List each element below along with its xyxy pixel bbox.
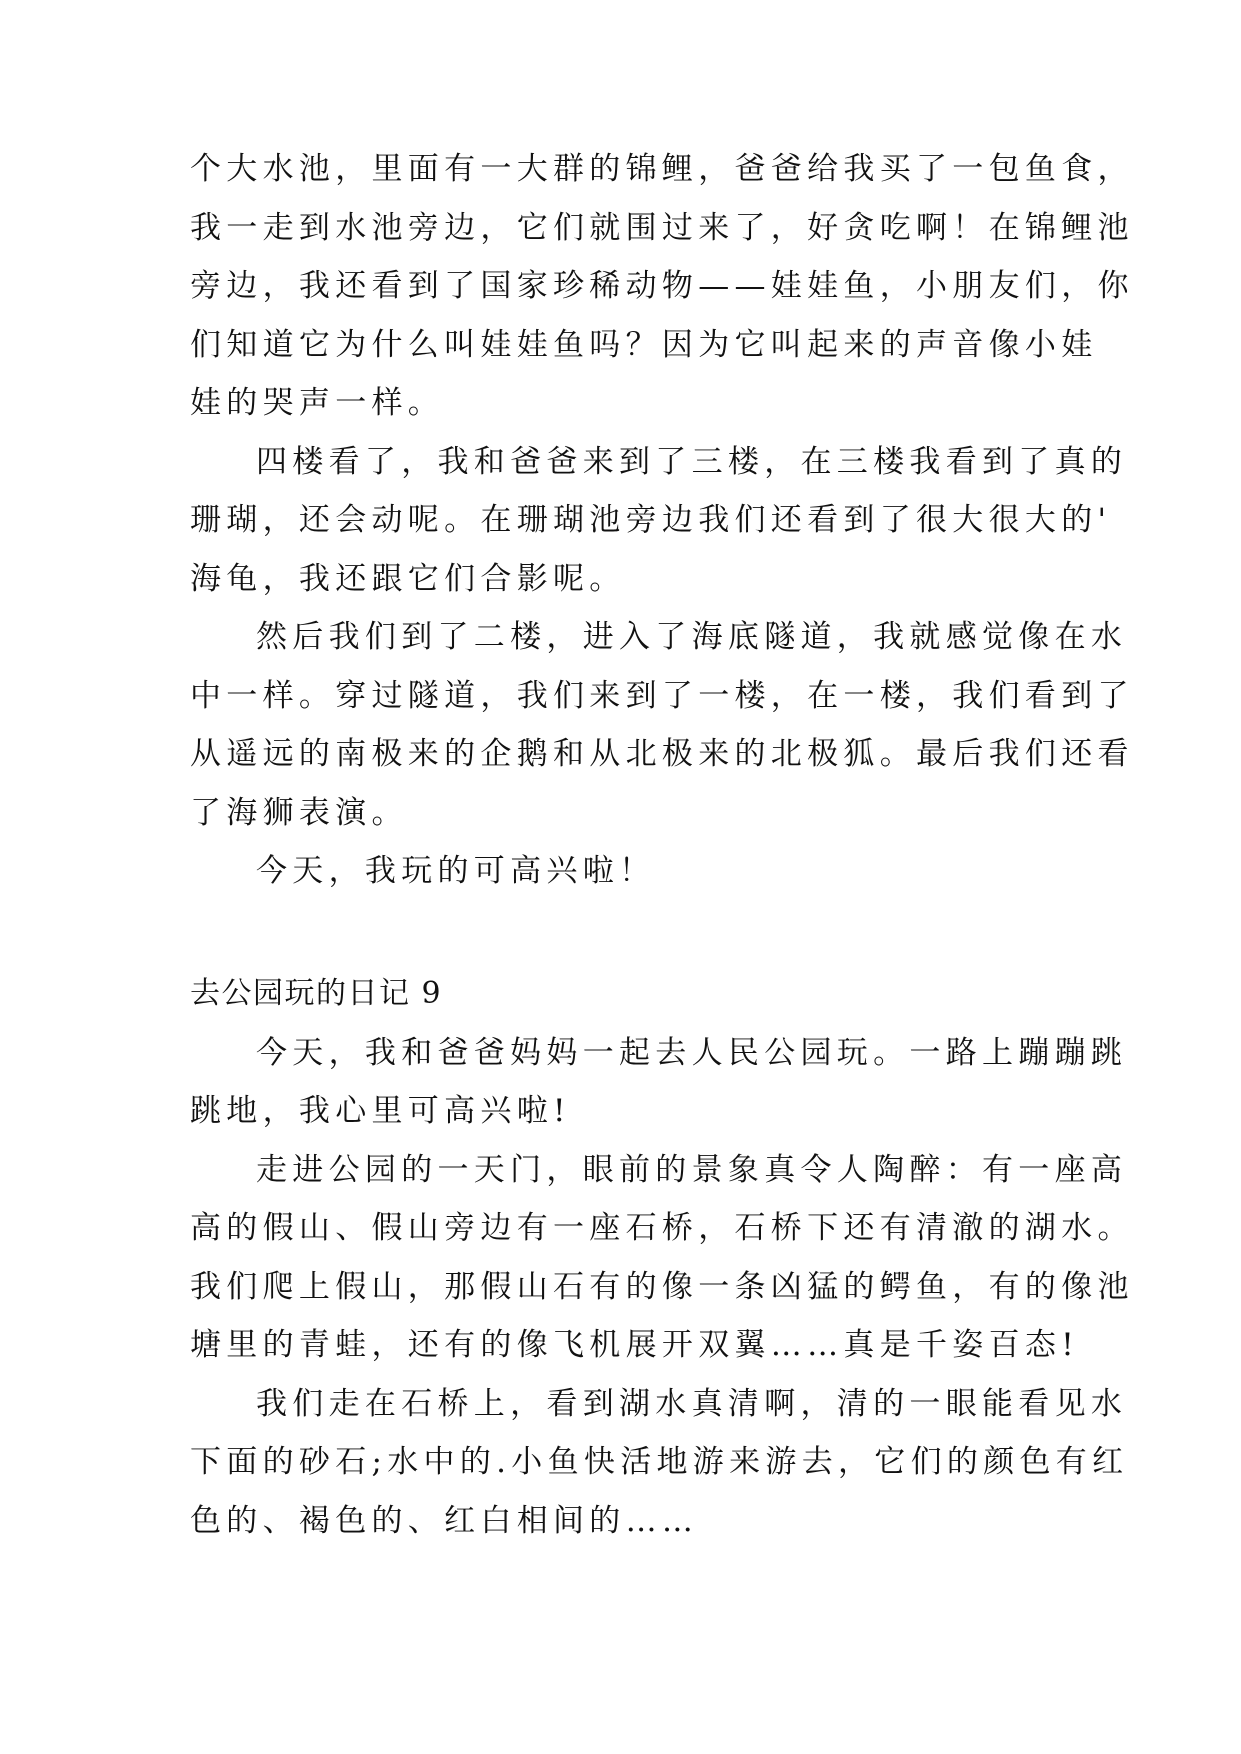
paragraph <box>190 1375 1129 1551</box>
text-line: 色的、褐色的、红白相间的…… <box>190 1502 699 1539</box>
text-line: 今天，我和爸爸妈妈一起去人民公园玩。一路上蹦蹦跳 <box>256 1034 1128 1071</box>
text-line: 然后我们到了二楼，进入了海底隧道，我就感觉像在水 <box>256 619 1128 655</box>
text-line: 高的假山、假山旁边有一座石桥，石桥下还有清澈的湖水。 <box>190 1210 1134 1246</box>
paragraph <box>190 433 1128 609</box>
paragraph <box>190 1024 1128 1141</box>
text-line: 走进公园的一天门，眼前的景象真令人陶醉：有一座高 <box>256 1151 1128 1188</box>
text-line: 四楼看了，我和爸爸来到了三楼，在三楼我看到了真的 <box>256 443 1128 480</box>
paragraph <box>190 608 1134 842</box>
text-line: 了海狮表演。 <box>190 794 408 831</box>
text-line: 从遥远的南极来的企鹅和从北极来的北极狐。最后我们还看 <box>190 736 1134 772</box>
paragraph <box>190 140 1134 433</box>
section-park-diary <box>190 965 1134 1550</box>
text-line: 们知道它为什么叫娃娃鱼吗？因为它叫起来的声音像小娃 <box>190 326 1098 363</box>
text-line: 跳地，我心里可高兴啦! <box>190 1093 571 1129</box>
text-line: 塘里的青蛙，还有的像飞机展开双翼……真是千姿百态! <box>190 1327 1079 1363</box>
text-line: 今天，我玩的可高兴啦！ <box>256 853 656 889</box>
text-line: 我一走到水池旁边，它们就围过来了，好贪吃啊！在锦鲤池 <box>190 209 1134 246</box>
section-continued-diary <box>190 140 1134 901</box>
text-line: 珊瑚，还会动呢。在珊瑚池旁边我们还看到了很大很大的' <box>190 502 1112 538</box>
text-line: 中一样。穿过隧道，我们来到了一楼，在一楼，我们看到了 <box>190 677 1134 714</box>
text-line: 海龟，我还跟它们合影呢。 <box>190 560 626 597</box>
section-title: 去公园玩的日记 9 <box>190 976 443 1011</box>
paragraph <box>190 842 1050 901</box>
paragraph <box>190 1141 1134 1375</box>
text-line: 娃的哭声一样。 <box>190 385 445 421</box>
text-line: 我们走在石桥上，看到湖水真清啊，清的一眼能看见水 <box>256 1385 1128 1422</box>
text-line: 下面的砂石;水中的.小鱼快活地游来游去，它们的颜色有红 <box>190 1444 1129 1480</box>
text-line: 我们爬上假山，那假山石有的像一条凶猛的鳄鱼，有的像池 <box>190 1268 1134 1305</box>
text-line: 旁边，我还看到了国家珍稀动物——娃娃鱼，小朋友们，你 <box>190 268 1134 304</box>
text-line: 个大水池，里面有一大群的锦鲤，爸爸给我买了一包鱼食， <box>190 151 1134 187</box>
